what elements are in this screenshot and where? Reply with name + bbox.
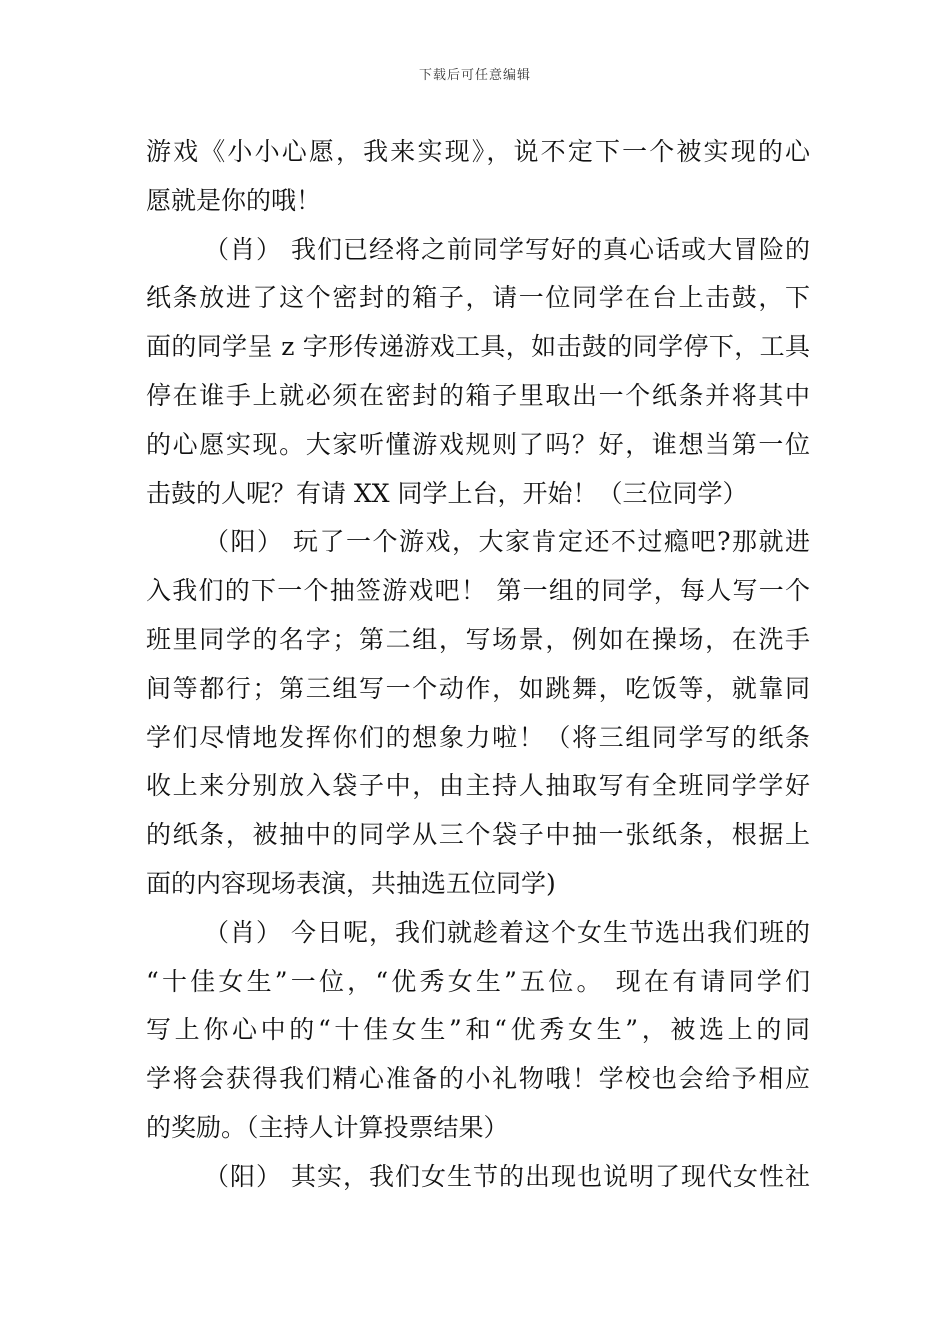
text-line: 的心愿实现。大家听懂游戏规则了吗？好，谁想当第一位 [146, 429, 810, 459]
text-line: “十佳女生”一位，“优秀女生”五位。 现在有请同学们 [146, 966, 810, 996]
text-line: 学将会获得我们精心准备的小礼物哦！学校也会给予相应 [146, 1064, 810, 1094]
text-line: 的纸条，被抽中的同学从三个袋子中抽一张纸条，根据上 [146, 820, 810, 850]
text-line: 学们尽情地发挥你们的想象力啦！（将三组同学写的纸条 [146, 722, 810, 752]
text-line: 击鼓的人呢？有请 XX 同学上台，开始！（三位同学） [146, 478, 748, 508]
paragraph [146, 128, 810, 226]
text-line: 面的同学呈 z 字形传递游戏工具，如击鼓的同学停下，工具 [146, 332, 810, 362]
text-line: 纸条放进了这个密封的箱子，请一位同学在台上击鼓，下 [146, 283, 810, 313]
text-line: 间等都行；第三组写一个动作，如跳舞，吃饭等，就靠同 [146, 673, 810, 703]
text-line: 的奖励。（主持人计算投票结果） [146, 1112, 509, 1142]
text-line: （阳） 玩了一个游戏，大家肯定还不过瘾吧?那就进 [204, 527, 810, 557]
text-line: 入我们的下一个抽签游戏吧！ 第一组的同学，每人写一个 [146, 576, 810, 606]
paragraph [146, 909, 810, 1153]
header-note: 下载后可任意编辑 [418, 68, 531, 83]
paragraph [146, 518, 810, 908]
text-line: 写上你心中的“十佳女生”和“优秀女生”，被选上的同 [146, 1015, 810, 1045]
text-line: 班里同学的名字；第二组，写场景，例如在操场，在洗手 [146, 624, 810, 654]
text-line: 面的内容现场表演，共抽选五位同学) [146, 868, 556, 898]
paragraph [146, 226, 810, 519]
text-line: （阳） 其实，我们女生节的出现也说明了现代女性社 [204, 1161, 810, 1191]
text-line: 愿就是你的哦！ [146, 185, 322, 215]
text-line: 收上来分别放入袋子中，由主持人抽取写有全班同学学好 [146, 771, 810, 801]
text-line: 停在谁手上就必须在密封的箱子里取出一个纸条并将其中 [146, 380, 810, 410]
paragraph [146, 1153, 810, 1202]
text-line: （肖） 我们已经将之前同学写好的真心话或大冒险的 [204, 234, 810, 264]
document-body [146, 128, 810, 1202]
text-line: 游戏《小小心愿，我来实现》，说不定下一个被实现的心 [146, 137, 810, 166]
text-line: （肖） 今日呢，我们就趁着这个女生节选出我们班的 [204, 917, 810, 947]
